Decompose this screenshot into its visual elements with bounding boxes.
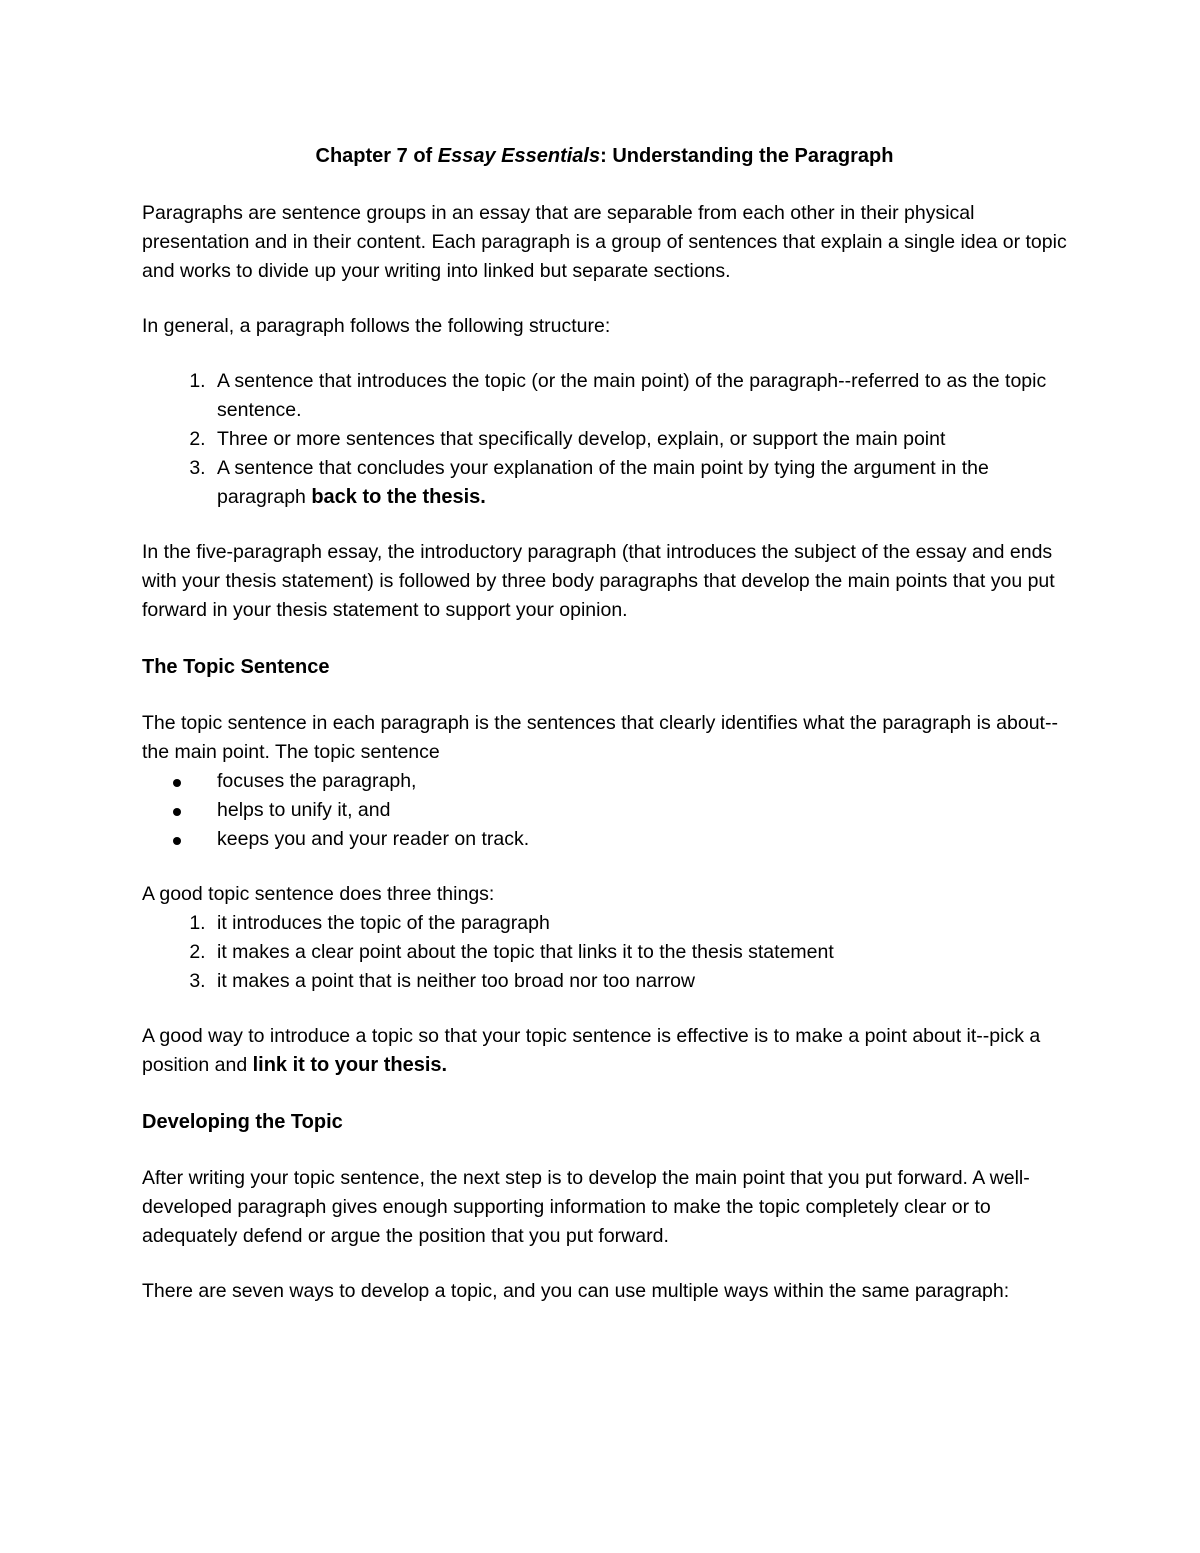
good-topic-item: 1. it introduces the topic of the paragraph [211,909,1067,938]
develop-paragraph-2: There are seven ways to develop a topic, and you can use multiple ways within the same paragraph: [142,1280,1010,1302]
bullet-item: keeps you and your reader on track. [211,825,1067,854]
heading-developing-topic: Developing the Topic [142,1111,343,1133]
title-prefix: Chapter 7 of [315,145,438,167]
intro-paragraph: Paragraphs are sentence groups in an essay that are separable from each other in their physical presentation and in their content. Each paragraph is a group of sentences that explain a single idea or topic and works to divide up your writing into linked but separate sections. [142,202,1067,282]
structure-item: 2. Three or more sentences that specifically develop, explain, or support the main point [211,425,1067,454]
good-topic-list [142,909,1067,996]
structure-list [142,367,1067,512]
title-suffix: : Understanding the Paragraph [600,145,894,167]
document-page [142,140,1067,1332]
good-topic-lead: A good topic sentence does three things: [142,883,495,905]
bullet-item: helps to unify it, and [211,796,1067,825]
good-topic-item: 2. it makes a clear point about the topic that links it to the thesis statement [211,938,1067,967]
good-topic-item: 3. it makes a point that is neither too broad nor too narrow [211,967,1067,996]
five-paragraph-text: In the five-paragraph essay, the introductory paragraph (that introduces the subject of the essay and ends with your thesis statement) is followed by three body paragraphs that develop the main points that you put forward in your thesis statement to support your opinion. [142,541,1055,621]
bullet-dot-icon [173,837,181,845]
structure-item: 3. A sentence that concludes your explanation of the main point by tying the argument in the paragraph back to the thesis. [211,454,1067,512]
develop-paragraph-1: After writing your topic sentence, the next step is to develop the main point that you put forward. A well-developed paragraph gives enough supporting information to make the topic completely clear or to adequately defend or argue the position that you put forward. [142,1167,1030,1247]
bullet-item: focuses the paragraph, [211,767,1067,796]
topic-closing: A good way to introduce a topic so that your topic sentence is effective is to make a point about it--pick a position and link it to your thesis. [142,1025,1041,1076]
structure-item: 1. A sentence that introduces the topic (or the main point) of the paragraph--referred to as the topic sentence. [211,367,1067,425]
heading-topic-sentence: The Topic Sentence [142,656,330,678]
document-title [142,140,1067,172]
closing-emphasis: link it to your thesis. [252,1054,448,1076]
bullet-dot-icon [173,779,181,787]
topic-lead: The topic sentence in each paragraph is the sentences that clearly identifies what the paragraph is about--the main point. The topic sentence [142,712,1058,763]
bullet-dot-icon [173,808,181,816]
structure-lead: In general, a paragraph follows the following structure: [142,315,611,337]
topic-bullet-list [142,767,1067,854]
title-book: Essay Essentials [437,145,601,167]
structure-emphasis: back to the thesis. [311,486,486,508]
